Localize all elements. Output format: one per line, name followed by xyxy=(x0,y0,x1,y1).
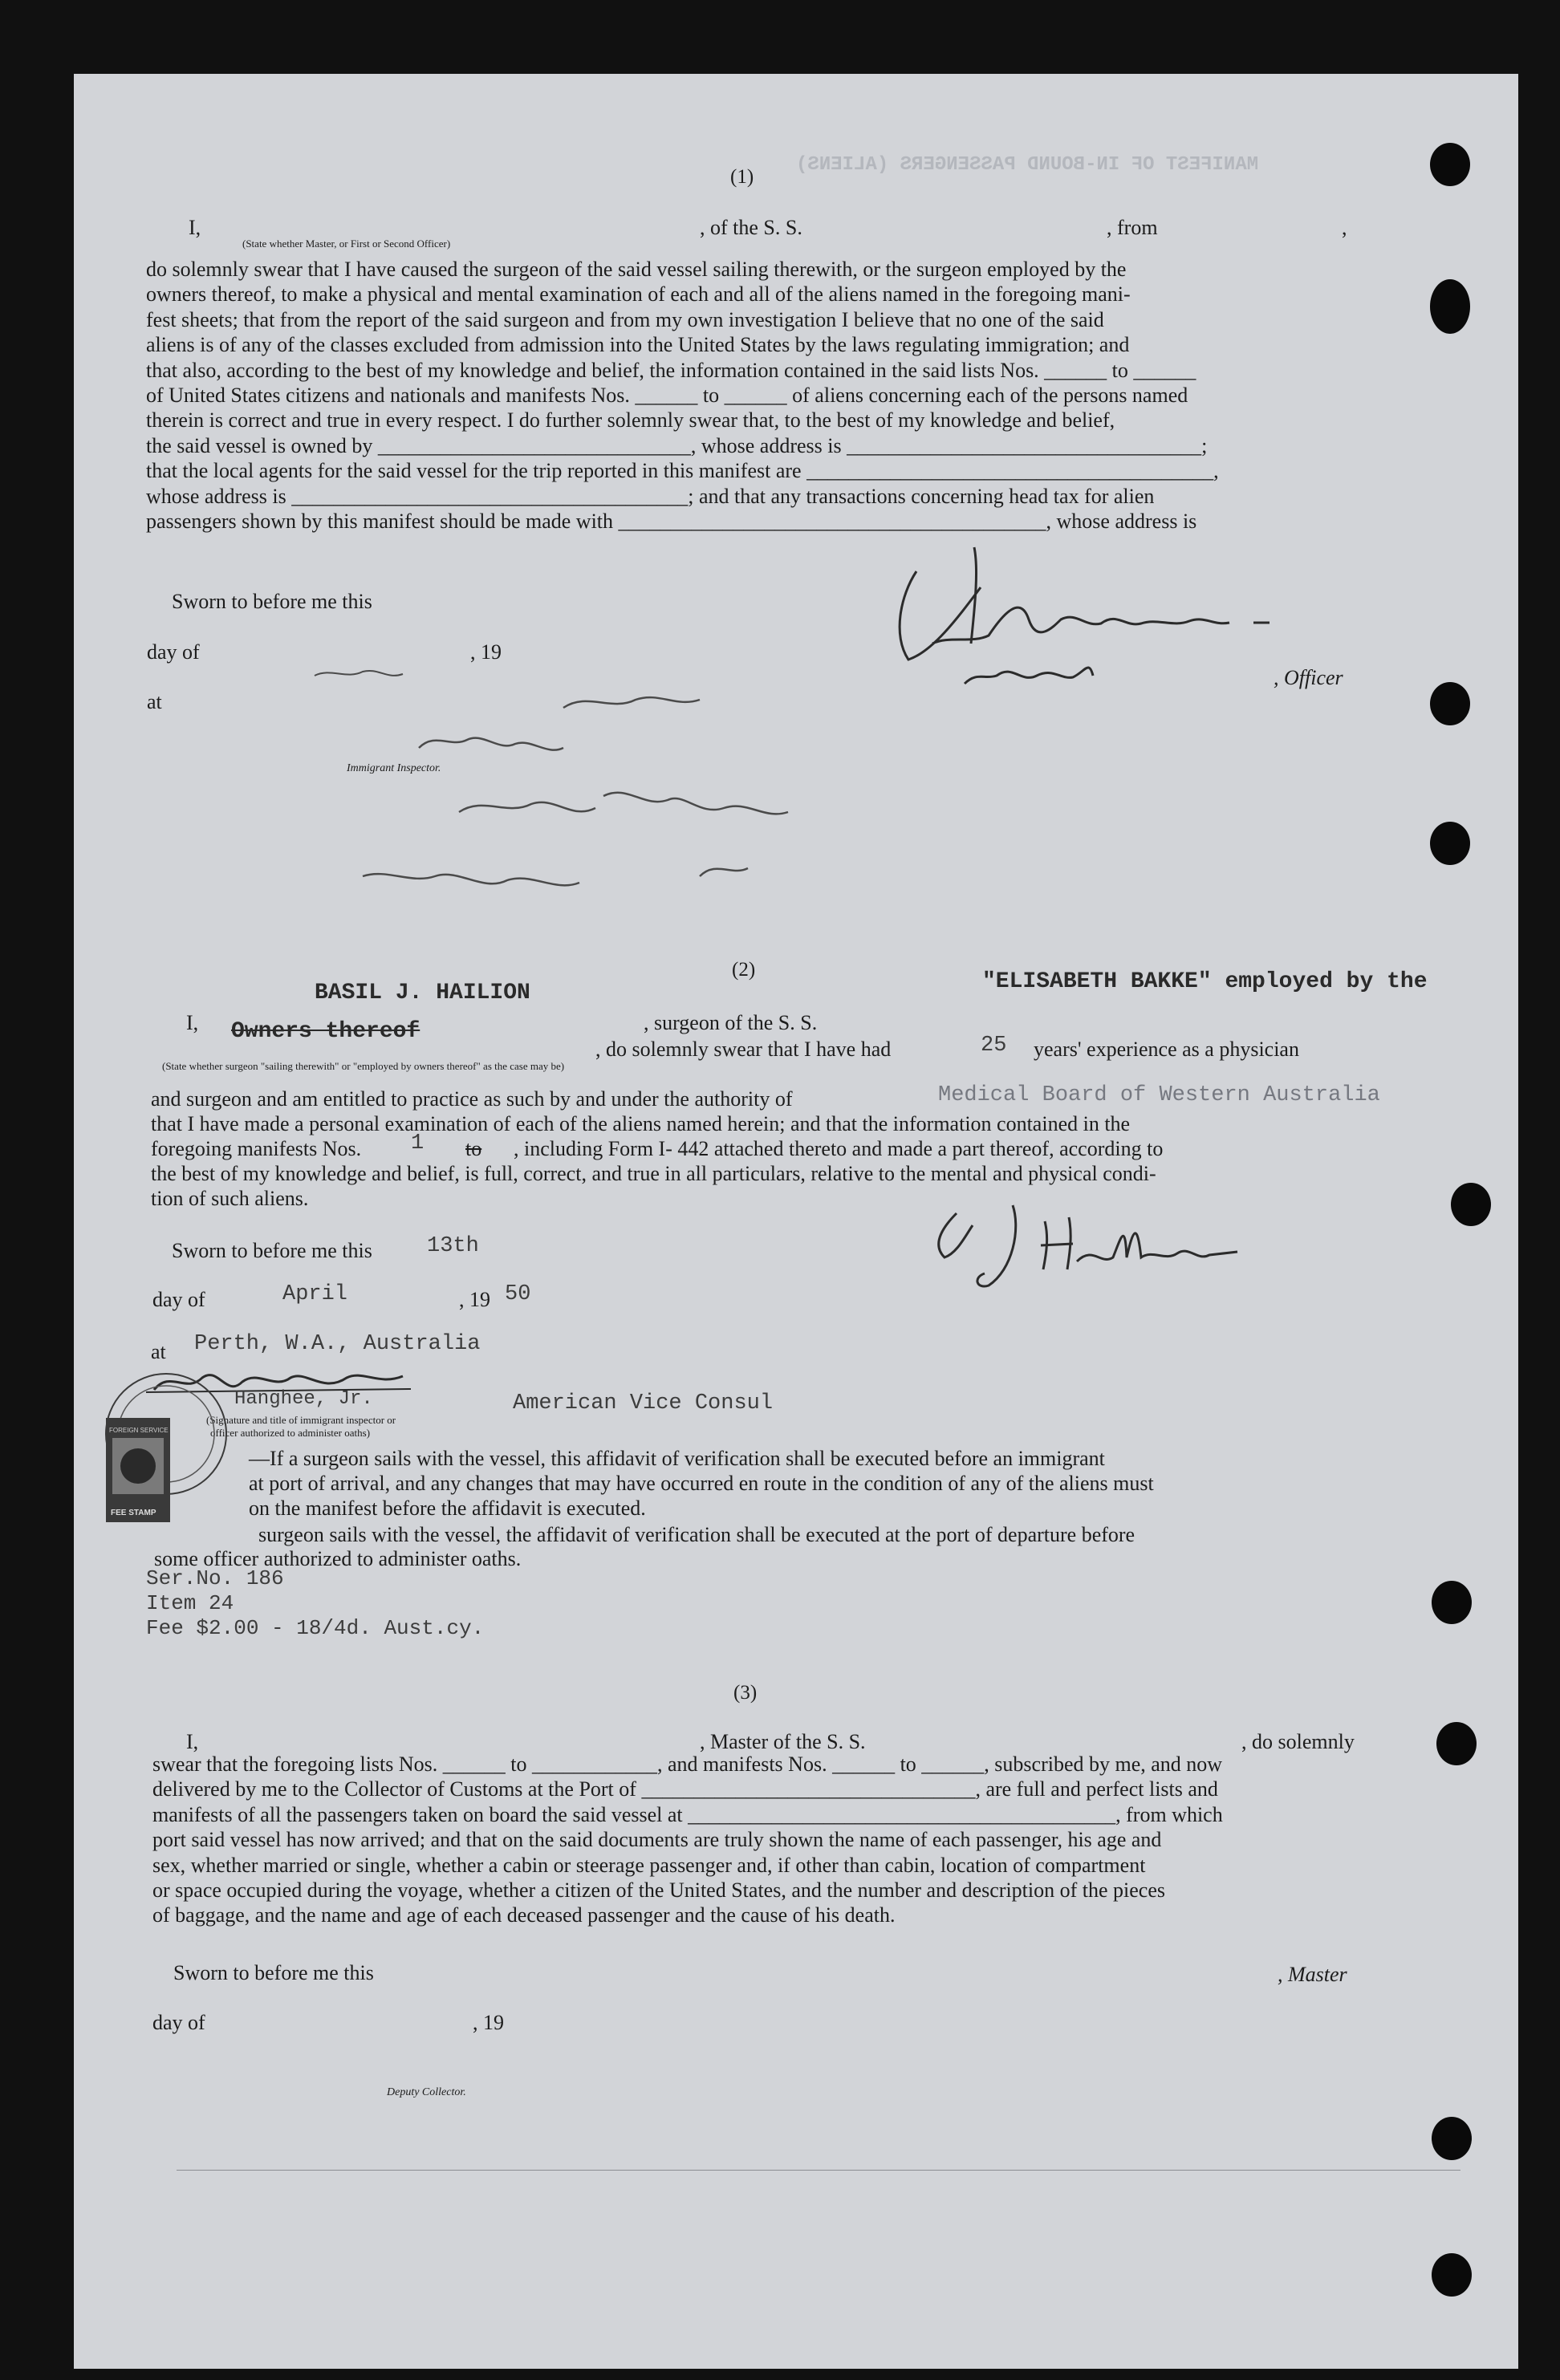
oath-line: whose address is ______________________________________; and that any transactions concerning head tax for alien xyxy=(146,484,1155,508)
oath-line: therein is correct and true in every respect. I do further solemnly swear that, to the best of my knowledge and belief, xyxy=(146,408,1115,433)
oath-line: delivered by me to the Collector of Customs at the Port of ________________________________, are full and perfect lists and xyxy=(152,1777,1218,1801)
oath-line: swear that the foregoing lists Nos. ______ to ____________, and manifests Nos. ______ to ______, subscribed by me, and now xyxy=(152,1753,1223,1776)
section-2-manifests-label: foregoing manifests Nos. xyxy=(151,1137,362,1160)
signature-note-2: officer authorized to administer oaths) xyxy=(210,1427,371,1439)
manifest-affidavit-page xyxy=(74,74,1518,2369)
oath-line: do solemnly swear that I have caused the surgeon of the said vessel sailing therewith, or the surgeon employed by the xyxy=(146,258,1127,281)
oath-line: aliens is of any of the classes excluded from admission into the United States by the laws regulating immigration; and xyxy=(146,333,1130,357)
oath-line: owners thereof, to make a physical and mental examination of each and all of the aliens named in the foregoing mani- xyxy=(146,282,1131,307)
sworn-year: 50 xyxy=(505,1282,531,1306)
handwritten-scribble xyxy=(299,636,876,924)
note-a-line-2: at port of arrival, and any changes that may have occurred en route in the condition of any of the aliens must xyxy=(249,1472,1154,1495)
authority-label: and surgeon and am entitled to practice as such by and under the authority of xyxy=(151,1087,793,1111)
immigrant-inspector-label: Immigrant Inspector. xyxy=(347,762,441,774)
deputy-collector-label: Deputy Collector. xyxy=(387,2086,466,2098)
punch-hole xyxy=(1432,2253,1472,2297)
section-2-number: (2) xyxy=(732,959,756,981)
punch-hole xyxy=(1430,822,1470,865)
surgeon-signature xyxy=(908,1181,1326,1294)
oath-line: of United States citizens and nationals and manifests Nos. ______ to ______ of aliens concerning each of the persons named xyxy=(146,384,1188,408)
consul-title: American Vice Consul xyxy=(513,1391,774,1415)
punch-hole xyxy=(1432,2117,1472,2160)
section-3-sworn-label: Sworn to before me this xyxy=(173,1961,374,1984)
master-label: , Master xyxy=(1278,1963,1347,1986)
note-b-line-2: some officer authorized to administer oaths. xyxy=(154,1547,522,1570)
oath-line: fest sheets; that from the report of the said surgeon and from my own investigation I believe that no one of the said xyxy=(146,307,1104,331)
manifest-number: 1 xyxy=(411,1131,425,1155)
stamp-top-text: FOREIGN SERVICE xyxy=(109,1427,169,1434)
experience-label: , do solemnly swear that I have had xyxy=(595,1038,892,1061)
signature-note-1: (Signature and title of immigrant inspector or xyxy=(206,1414,396,1426)
section-2-day-of-label: day of xyxy=(152,1288,205,1311)
section-2-body-1: that I have made a personal examination of each of the aliens named herein; and that the information contained in the xyxy=(151,1112,1131,1135)
sworn-day: 13th xyxy=(427,1234,479,1258)
section-1-sworn-label: Sworn to before me this xyxy=(172,590,372,613)
note-a-line-3: on the manifest before the affidavit is executed. xyxy=(249,1497,646,1520)
punch-hole xyxy=(1430,682,1470,725)
section-3-number: (3) xyxy=(733,1682,758,1704)
sworn-month: April xyxy=(282,1282,348,1306)
section-1-year-label: , 19 xyxy=(470,640,502,664)
oath-line: passengers shown by this manifest should be made with _________________________________________, whose address is xyxy=(146,510,1197,534)
punch-hole xyxy=(1432,1581,1472,1624)
punch-hole xyxy=(1436,1722,1477,1765)
experience-label-2: years' experience as a physician xyxy=(1034,1038,1299,1061)
oath-line: sex, whether married or single, whether a cabin or steerage passenger and, if other than cabin, location of compartment xyxy=(152,1853,1146,1877)
surgeon-of-ss-label: , surgeon of the S. S. xyxy=(644,1011,818,1034)
section-1-i: I, xyxy=(189,216,201,239)
section-3-day-of-label: day of xyxy=(152,2011,205,2034)
note-b-line-1: surgeon sails with the vessel, the affidavit of verification shall be executed at the port of departure before xyxy=(258,1523,1135,1546)
punch-hole xyxy=(1430,279,1470,334)
section-1-oath-text xyxy=(146,257,1430,534)
oath-line: the said vessel is owned by ______________________________, whose address is __________________________________; xyxy=(146,433,1208,457)
do-solemnly-label: , do solemnly xyxy=(1241,1730,1355,1753)
sworn-place: Perth, W.A., Australia xyxy=(194,1332,481,1356)
section-1-number: (1) xyxy=(730,166,754,188)
master-title-handwritten xyxy=(1001,664,1062,686)
surgeon-name: BASIL J. HAILION xyxy=(315,981,530,1005)
section-1-of-ss-label: , of the S. S. xyxy=(700,216,802,239)
note-a-line-1: —If a surgeon sails with the vessel, this affidavit of verification shall be executed before an immigrant xyxy=(249,1447,1105,1470)
section-3-oath-text xyxy=(152,1752,1452,1928)
stamp-bottom-text: FEE STAMP xyxy=(111,1509,156,1517)
oath-line: of baggage, and the name and age of each deceased passenger and the cause of his death. xyxy=(152,1903,896,1927)
section-1-at-label: at xyxy=(147,690,162,713)
reverse-side-header: MANIFEST OF IN-BOUND PASSENGERS (ALIENS) xyxy=(796,154,1259,176)
surgeon-type-note: (State whether surgeon "sailing therewith" or "employed by owners thereof" as the case may be) xyxy=(162,1060,565,1072)
oath-line: or space occupied during the voyage, whether a citizen of the United States, and the number and description of the pieces xyxy=(152,1878,1166,1903)
section-1-line-end: , xyxy=(1342,216,1347,239)
licensing-authority: Medical Board of Western Australia xyxy=(938,1083,1380,1107)
section-3-year-label: , 19 xyxy=(473,2011,504,2034)
master-of-ss-label: , Master of the S. S. xyxy=(700,1730,866,1753)
fee-stamp xyxy=(74,1358,234,1550)
punch-hole xyxy=(1430,143,1470,186)
section-2-at-label: at xyxy=(151,1340,166,1363)
oath-line: that also, according to the best of my knowledge and belief, the information contained in the said lists Nos. ______ to ______ xyxy=(146,358,1196,382)
section-2-body-3: the best of my knowledge and belief, is full, correct, and true in all particulars, relative to the mental and physical condi- xyxy=(151,1162,1156,1185)
section-1-day-of-label: day of xyxy=(147,640,200,664)
fee-amount: Fee $2.00 - 18/4d. Aust.cy. xyxy=(146,1616,485,1640)
officer-label: , Officer xyxy=(1274,666,1343,689)
section-2-year-label: , 19 xyxy=(459,1288,490,1311)
consul-name: Hanghee, Jr. xyxy=(234,1388,373,1410)
section-2-sworn-label: Sworn to before me this xyxy=(172,1239,372,1262)
employment-status: Owners thereof xyxy=(231,1019,420,1044)
section-2-to-label: to xyxy=(465,1137,482,1160)
section-2-i: I, xyxy=(186,1011,199,1034)
years-experience: 25 xyxy=(981,1034,1007,1058)
section-2-body-4: tion of such aliens. xyxy=(151,1187,309,1210)
officer-type-note: (State whether Master, or First or Second Officer) xyxy=(242,238,451,250)
section-3-i: I, xyxy=(186,1730,199,1753)
section-1-from-label: , from xyxy=(1107,216,1158,239)
vessel-name: "ELISABETH BAKKE" employed by the xyxy=(982,969,1428,994)
section-2-body-2: , including Form I- 442 attached thereto and made a part thereof, according to xyxy=(514,1137,1164,1160)
serial-number: Ser.No. 186 xyxy=(146,1566,284,1590)
bottom-rule xyxy=(177,2170,1460,2171)
oath-line: manifests of all the passengers taken on board the said vessel at _________________________________________, from which xyxy=(152,1802,1223,1826)
oath-line: that the local agents for the said vessel for the trip reported in this manifest are _______________________________________, xyxy=(146,459,1219,483)
item-number: Item 24 xyxy=(146,1591,234,1615)
oath-line: port said vessel has now arrived; and that on the said documents are truly shown the name of each passenger, his age and xyxy=(152,1828,1162,1852)
master-signature xyxy=(884,523,1302,708)
punch-hole xyxy=(1451,1183,1491,1226)
